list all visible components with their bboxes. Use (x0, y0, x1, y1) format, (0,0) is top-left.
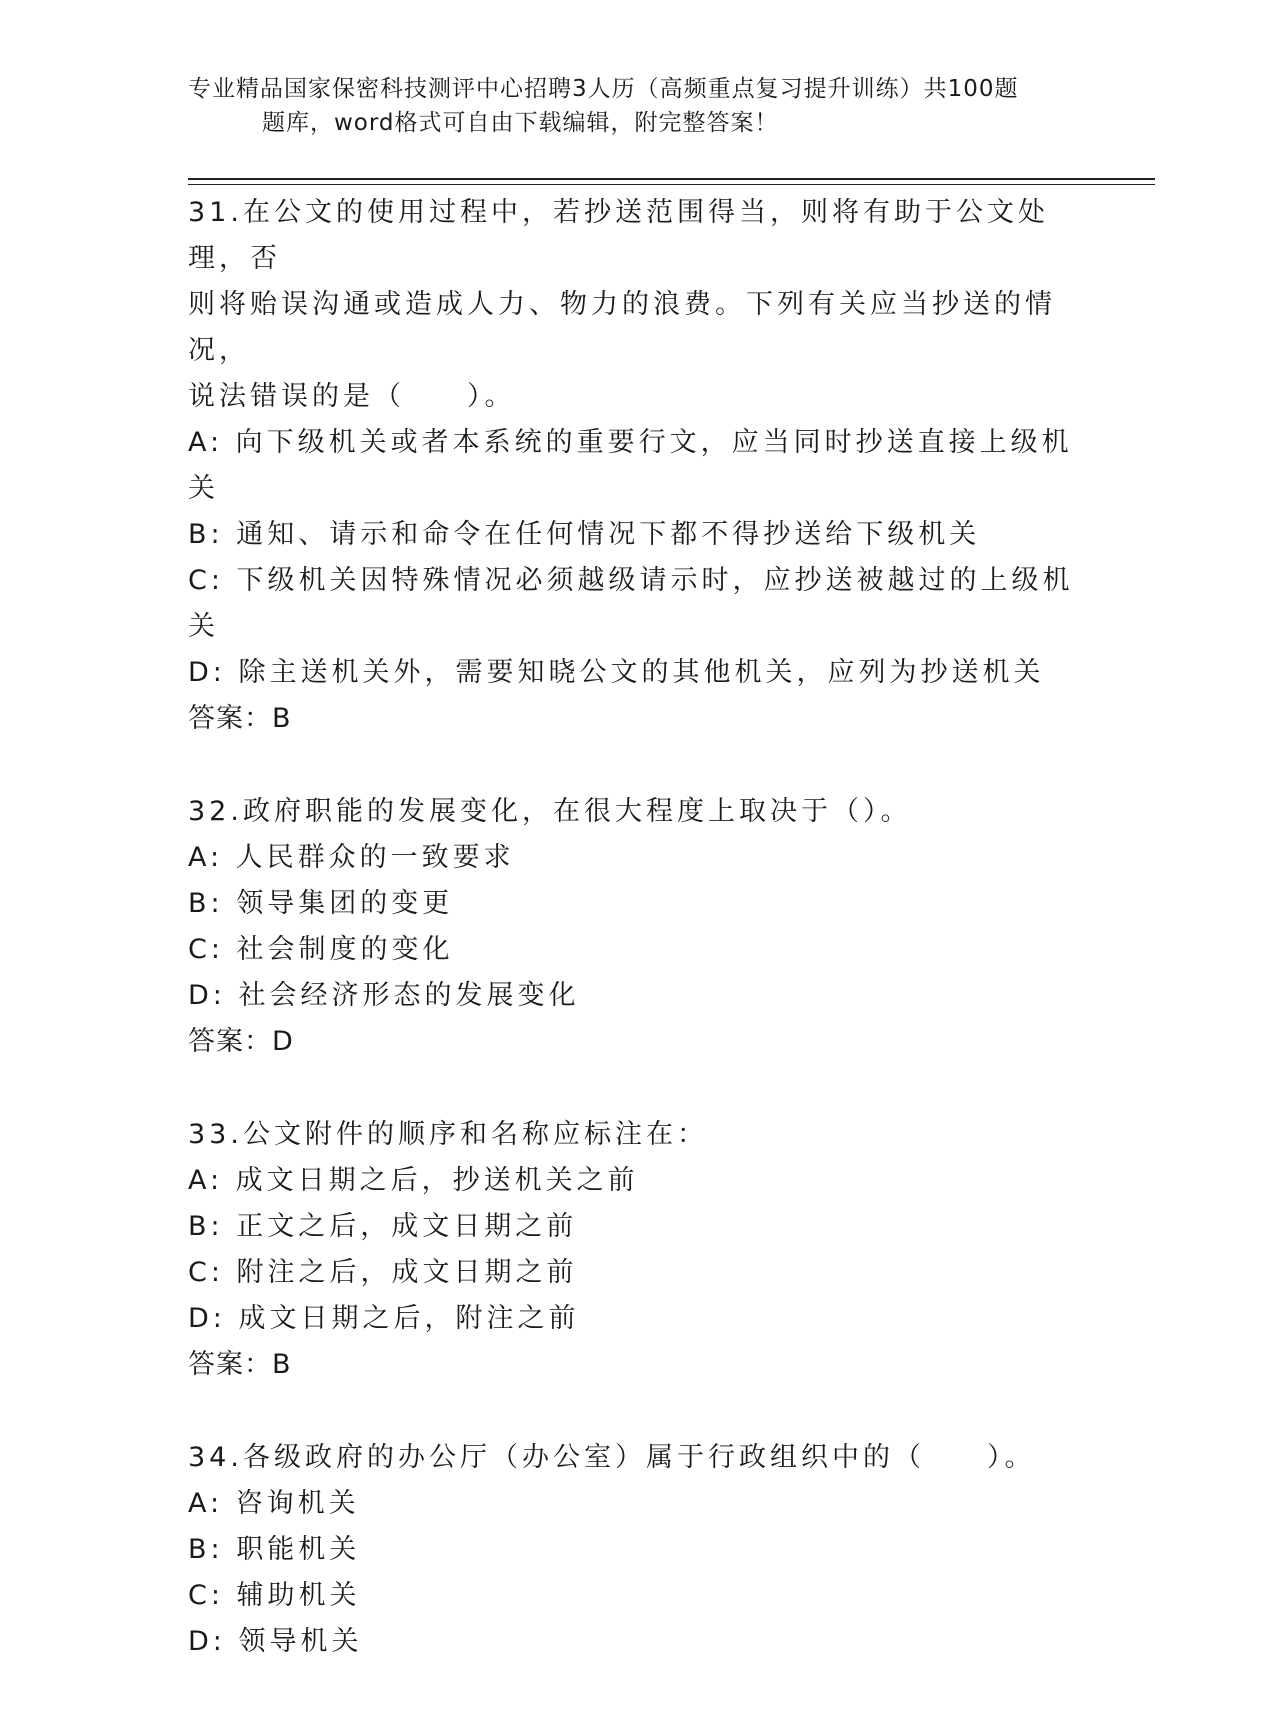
header-divider-thick (188, 178, 1155, 180)
question-31 (188, 190, 1088, 742)
header-divider-thin (188, 184, 1155, 185)
option-c: C: 下级机关因特殊情况必须越级请示时，应抄送被越过的上级机关 (188, 565, 1074, 642)
answer-text: 答案：D (188, 1026, 294, 1057)
option-d: D: 成文日期之后，附注之前 (188, 1303, 580, 1334)
question-stem-line: 31.在公文的使用过程中，若抄送范围得当，则将有助于公文处理，否 (188, 197, 1049, 274)
question-stem-line: 33.公文附件的顺序和名称应标注在： (188, 1119, 708, 1150)
answer-text: 答案：B (188, 703, 292, 734)
option-a: A: 向下级机关或者本系统的重要行文，应当同时抄送直接上级机关 (188, 427, 1073, 504)
option-a: A: 成文日期之后，抄送机关之前 (188, 1165, 639, 1196)
option-d: D: 领导机关 (188, 1626, 363, 1657)
option-a: A: 人民群众的一致要求 (188, 842, 515, 873)
question-32 (188, 789, 1088, 1065)
option-b: B: 领导集团的变更 (188, 888, 454, 919)
question-stem-line: 说法错误的是（ ）。 (188, 381, 516, 412)
option-b: B: 正文之后，成文日期之前 (188, 1211, 578, 1242)
question-stem-line: 32.政府职能的发展变化，在很大程度上取决于（）。 (188, 796, 912, 827)
document-header (188, 72, 1088, 140)
option-b: B: 职能机关 (188, 1534, 361, 1565)
question-stem-line: 34.各级政府的办公厅（办公室）属于行政组织中的（ ）。 (188, 1442, 1036, 1473)
question-list (188, 190, 1088, 1712)
option-c: C: 附注之后，成文日期之前 (188, 1257, 578, 1288)
answer-text: 答案：B (188, 1349, 292, 1380)
option-b: B: 通知、请示和命令在任何情况下都不得抄送给下级机关 (188, 519, 981, 550)
question-34 (188, 1435, 1088, 1665)
question-33 (188, 1112, 1088, 1388)
option-a: A: 咨询机关 (188, 1488, 360, 1519)
question-stem-line: 则将贻误沟通或造成人力、物力的浪费。下列有关应当抄送的情况， (188, 289, 1056, 366)
option-c: C: 社会制度的变化 (188, 934, 454, 965)
option-d: D: 社会经济形态的发展变化 (188, 980, 580, 1011)
option-d: D: 除主送机关外，需要知晓公文的其他机关，应列为抄送机关 (188, 657, 1045, 688)
header-title-line2: 题库，word格式可自由下载编辑，附完整答案！ (262, 110, 779, 136)
option-c: C: 辅助机关 (188, 1580, 361, 1611)
header-title-line1: 专业精品国家保密科技测评中心招聘3人历（高频重点复习提升训练）共100题 (188, 76, 1019, 102)
